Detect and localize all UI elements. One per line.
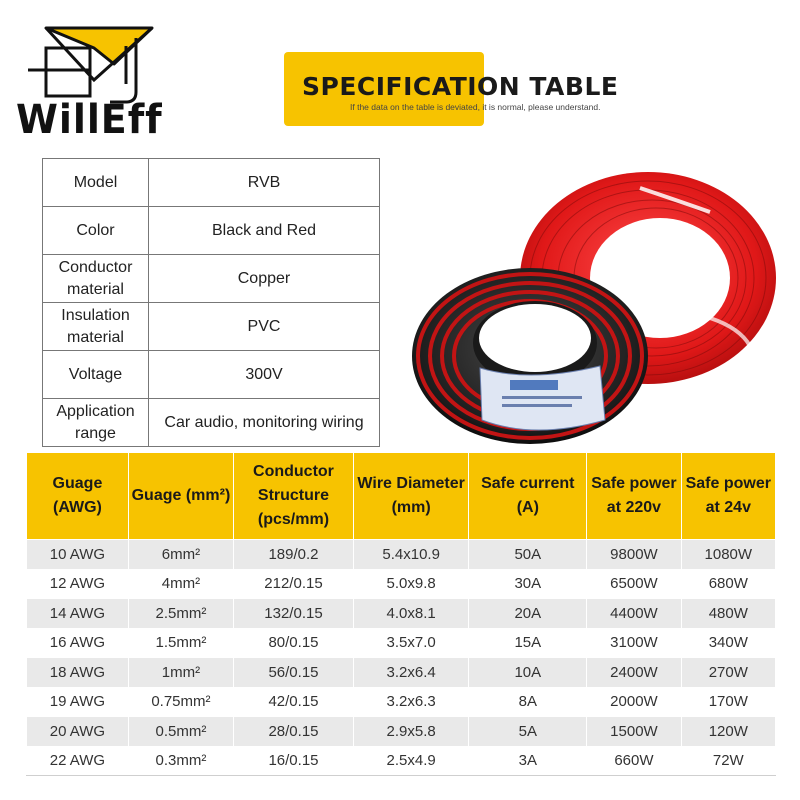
cell-awg: 14 AWG — [27, 599, 129, 629]
cell-power-24v: 72W — [681, 746, 775, 776]
spec-value: Black and Red — [149, 207, 380, 255]
cell-power-220v: 4400W — [587, 599, 681, 629]
spec-row — [43, 255, 380, 303]
cell-mm2: 0.75mm² — [128, 687, 233, 717]
cell-structure: 42/0.15 — [233, 687, 353, 717]
cell-power-220v: 3100W — [587, 628, 681, 658]
col-header-structure: Conductor Structure (pcs/mm) — [233, 453, 353, 540]
cell-power-24v: 170W — [681, 687, 775, 717]
cell-power-24v: 270W — [681, 658, 775, 688]
cell-awg: 20 AWG — [27, 717, 129, 747]
spec-row — [43, 207, 380, 255]
cell-diameter: 2.5x4.9 — [353, 746, 468, 776]
spec-value: PVC — [149, 303, 380, 351]
cell-mm2: 0.3mm² — [128, 746, 233, 776]
spec-row — [43, 351, 380, 399]
cell-mm2: 2.5mm² — [128, 599, 233, 629]
page-title: SPECIFICATION TABLE — [302, 72, 619, 101]
cable-coil-image — [410, 168, 785, 458]
spec-value: Copper — [149, 255, 380, 303]
spec-label: Conductor material — [43, 255, 149, 303]
cell-power-220v: 9800W — [587, 540, 681, 570]
cell-structure: 28/0.15 — [233, 717, 353, 747]
col-header-power-24v: Safe power at 24v — [681, 453, 775, 540]
cell-awg: 10 AWG — [27, 540, 129, 570]
brand-name: WillEff — [16, 97, 163, 143]
cell-power-220v: 2000W — [587, 687, 681, 717]
table-row — [27, 569, 776, 599]
table-row — [27, 746, 776, 776]
cell-mm2: 6mm² — [128, 540, 233, 570]
cell-diameter: 5.0x9.8 — [353, 569, 468, 599]
cell-current: 10A — [469, 658, 587, 688]
cell-power-220v: 2400W — [587, 658, 681, 688]
spec-row — [43, 399, 380, 447]
cell-power-24v: 340W — [681, 628, 775, 658]
cell-diameter: 3.5x7.0 — [353, 628, 468, 658]
table-row — [27, 599, 776, 629]
table-row — [27, 658, 776, 688]
cell-power-220v: 1500W — [587, 717, 681, 747]
cell-diameter: 3.2x6.4 — [353, 658, 468, 688]
cell-awg: 22 AWG — [27, 746, 129, 776]
table-row — [27, 540, 776, 570]
cell-awg: 19 AWG — [27, 687, 129, 717]
cell-awg: 12 AWG — [27, 569, 129, 599]
cell-current: 30A — [469, 569, 587, 599]
cell-mm2: 0.5mm² — [128, 717, 233, 747]
cell-diameter: 5.4x10.9 — [353, 540, 468, 570]
spec-value: 300V — [149, 351, 380, 399]
cell-structure: 80/0.15 — [233, 628, 353, 658]
spec-label: Model — [43, 159, 149, 207]
cell-structure: 212/0.15 — [233, 569, 353, 599]
cell-mm2: 1mm² — [128, 658, 233, 688]
cell-current: 15A — [469, 628, 587, 658]
spec-row — [43, 159, 380, 207]
cell-current: 20A — [469, 599, 587, 629]
spec-table — [42, 158, 380, 447]
cell-awg: 18 AWG — [27, 658, 129, 688]
cell-current: 5A — [469, 717, 587, 747]
table-row — [27, 687, 776, 717]
cell-awg: 16 AWG — [27, 628, 129, 658]
cell-structure: 16/0.15 — [233, 746, 353, 776]
col-header-mm2: Guage (mm²) — [128, 453, 233, 540]
cell-diameter: 3.2x6.3 — [353, 687, 468, 717]
spec-value: RVB — [149, 159, 380, 207]
cell-mm2: 4mm² — [128, 569, 233, 599]
cell-diameter: 2.9x5.8 — [353, 717, 468, 747]
cell-structure: 56/0.15 — [233, 658, 353, 688]
cell-mm2: 1.5mm² — [128, 628, 233, 658]
col-header-current: Safe current (A) — [469, 453, 587, 540]
col-header-power-220v: Safe power at 220v — [587, 453, 681, 540]
spec-label: Insulation material — [43, 303, 149, 351]
gauge-table — [26, 452, 776, 776]
cell-power-24v: 120W — [681, 717, 775, 747]
cell-power-24v: 480W — [681, 599, 775, 629]
cell-diameter: 4.0x8.1 — [353, 599, 468, 629]
spec-value: Car audio, monitoring wiring — [149, 399, 380, 447]
cell-current: 50A — [469, 540, 587, 570]
table-row — [27, 628, 776, 658]
cell-power-24v: 680W — [681, 569, 775, 599]
cell-current: 8A — [469, 687, 587, 717]
cell-power-24v: 1080W — [681, 540, 775, 570]
spec-label: Voltage — [43, 351, 149, 399]
cell-structure: 189/0.2 — [233, 540, 353, 570]
cell-power-220v: 6500W — [587, 569, 681, 599]
cell-structure: 132/0.15 — [233, 599, 353, 629]
spec-row — [43, 303, 380, 351]
spec-label: Application range — [43, 399, 149, 447]
table-row — [27, 717, 776, 747]
table-header-row — [27, 453, 776, 540]
col-header-awg: Guage (AWG) — [27, 453, 129, 540]
cell-power-220v: 660W — [587, 746, 681, 776]
cell-current: 3A — [469, 746, 587, 776]
col-header-diameter: Wire Diameter (mm) — [353, 453, 468, 540]
spec-label: Color — [43, 207, 149, 255]
page-subtitle: If the data on the table is deviated, it is normal, please understand. — [350, 102, 601, 112]
